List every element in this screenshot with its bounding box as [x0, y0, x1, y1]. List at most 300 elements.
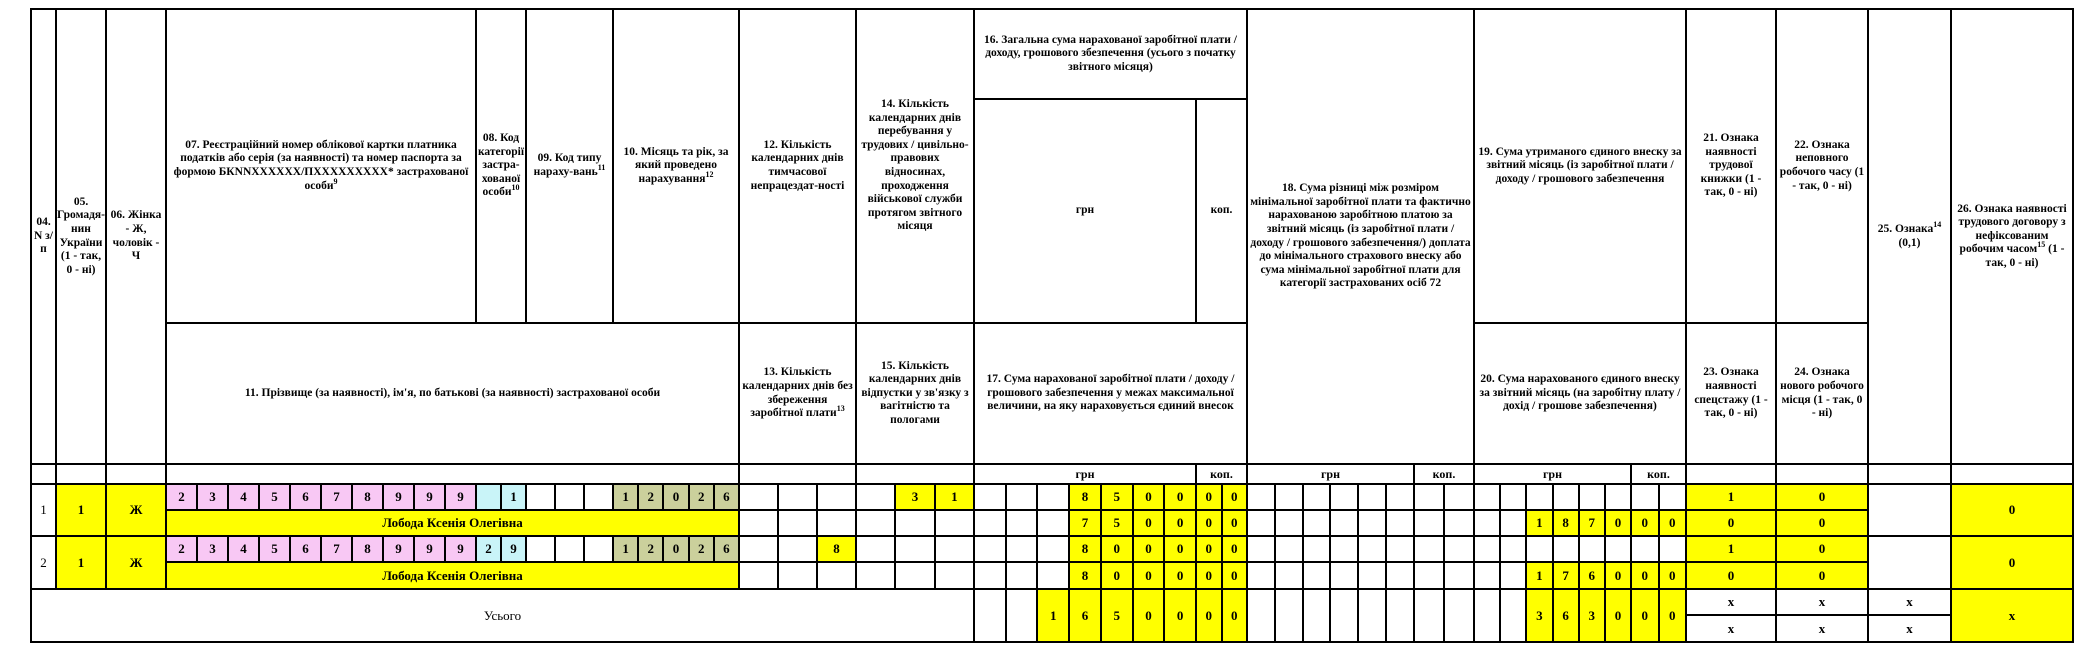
- digit-box: 9: [414, 536, 445, 562]
- digit-box: 0: [1196, 589, 1222, 642]
- digit-box: [476, 484, 501, 510]
- digit-box: [1006, 484, 1038, 510]
- digit-box: 0: [1164, 536, 1196, 562]
- units-spacer: [1776, 464, 1868, 484]
- header-col04: 04. N з/п: [31, 9, 56, 464]
- digit-box: 4: [228, 484, 259, 510]
- digit-box: [778, 536, 817, 562]
- digit-box: 8: [352, 484, 383, 510]
- digit-box: [1474, 484, 1500, 510]
- digit-box: 6: [714, 536, 739, 562]
- header-block-16-17: [974, 9, 1247, 464]
- digit-box: 7: [1553, 562, 1579, 589]
- digit-box: [1474, 562, 1500, 589]
- digit-box: [1386, 589, 1414, 642]
- non-fixed-hours-flag: 0: [1951, 536, 2073, 589]
- units-kop-16: коп.: [1196, 464, 1247, 484]
- header-col17: 17. Сума нарахованої заробітної плати / доходу / грошового забезпечення у межах максимальної величини, на яку нараховується єдиний внесок: [974, 323, 1247, 464]
- days-unpaid-boxes: [739, 510, 856, 536]
- diff-kop-boxes: [1414, 536, 1474, 562]
- header-col24: 24. Ознака нового робочого місця (1 - так, 0 - ні): [1776, 323, 1868, 464]
- digit-box: [1444, 589, 1474, 642]
- digit-box: 1: [501, 484, 526, 510]
- taxid-boxes: [166, 536, 476, 562]
- header-block-21-23: [1686, 9, 1776, 464]
- totals-esv-kop-boxes: [1631, 589, 1686, 642]
- digit-box: 0: [1222, 484, 1248, 510]
- table-row: [31, 484, 2073, 536]
- gender-flag: Ж: [106, 484, 166, 536]
- header-col07: 07. Реєстраційний номер облікової картки платника податків або серія (за наявності) та номер паспорта за формою БКNNХХХХХХ/ПХХХХХХХХХ* застрахованої особи$^9$: [166, 9, 476, 323]
- digit-box: 3: [197, 536, 228, 562]
- digit-box: [1358, 589, 1386, 642]
- digit-box: [1247, 589, 1275, 642]
- digit-box: 8: [1069, 536, 1101, 562]
- digit-box: [1247, 536, 1275, 562]
- table-row: [31, 536, 2073, 589]
- days-unpaid-boxes: [739, 562, 856, 589]
- header-col15: 15. Кількість календарних днів відпустки у зв'язку з вагітністю та пологами: [856, 323, 974, 464]
- units-spacer: [1686, 464, 1776, 484]
- digit-box: 0: [1101, 536, 1133, 562]
- capped-pay-kop-boxes: [1196, 510, 1247, 536]
- accrued-esv-kop-boxes: [1631, 510, 1686, 536]
- digit-box: 0: [1631, 589, 1659, 642]
- withheld-uah-boxes: [1474, 536, 1631, 562]
- total-pay-uah-boxes: [974, 484, 1196, 510]
- digit-box: [1526, 536, 1552, 562]
- digit-box: [935, 562, 974, 589]
- units-spacer: [31, 464, 56, 484]
- digit-box: [1659, 484, 1687, 510]
- digit-box: 9: [445, 484, 476, 510]
- days-employed-boxes: [856, 484, 974, 510]
- digit-box: [1659, 536, 1687, 562]
- header-col26: 26. Ознака наявності трудового договору з нефіксованим робочим часом$^{15}$ (1 - так, 0 - ні): [1951, 9, 2073, 464]
- digit-box: [1358, 562, 1386, 589]
- digit-box: [1414, 484, 1444, 510]
- diff-uah-boxes: [1247, 562, 1414, 589]
- digit-box: [1474, 510, 1500, 536]
- digit-box: [1500, 484, 1526, 510]
- digit-box: 5: [1101, 484, 1133, 510]
- digit-box: 5: [1101, 589, 1133, 642]
- digit-box: [555, 484, 584, 510]
- digit-box: [739, 536, 778, 562]
- digit-box: 0: [1133, 484, 1165, 510]
- digit-box: 0: [1133, 589, 1165, 642]
- header-col16-kop: коп.: [1196, 99, 1247, 323]
- withheld-kop-boxes: [1631, 536, 1686, 562]
- totals-pay-uah-boxes: [974, 589, 1196, 642]
- digit-box: 2: [166, 536, 197, 562]
- digit-box: [1579, 536, 1605, 562]
- digit-box: [1037, 562, 1069, 589]
- special-service-flag: 0: [1686, 562, 1776, 589]
- digit-box: [1444, 536, 1474, 562]
- digit-box: [1303, 510, 1331, 536]
- header-col13: 13. Кількість календарних днів без збереження заробітної плати$^{13}$: [739, 323, 856, 464]
- digit-box: 0: [1659, 562, 1687, 589]
- digit-box: 0: [1196, 536, 1222, 562]
- digit-box: 0: [1605, 589, 1631, 642]
- header-block-07-11: [166, 9, 739, 464]
- digit-box: 2: [689, 536, 714, 562]
- digit-box: [1330, 562, 1358, 589]
- digit-box: [1247, 562, 1275, 589]
- digit-box: [1006, 589, 1038, 642]
- digit-box: [739, 562, 778, 589]
- digit-box: 0: [1196, 562, 1222, 589]
- digit-box: [974, 589, 1006, 642]
- digit-box: [1474, 589, 1500, 642]
- digit-box: 5: [259, 536, 290, 562]
- totals-label: Усього: [31, 589, 974, 642]
- totals-row: [31, 589, 2073, 642]
- header-col25: 25. Ознака$^{14}$ (0,1): [1868, 9, 1951, 464]
- units-spacer: [1868, 464, 1951, 484]
- header-col22: 22. Ознака неповного робочого часу (1 - так, 0 - ні): [1776, 9, 1868, 323]
- row-number: 1: [31, 484, 56, 536]
- diff-uah-boxes: [1247, 510, 1414, 536]
- digit-box: 0: [1133, 562, 1165, 589]
- digit-box: [1474, 536, 1500, 562]
- digit-box: 6: [1069, 589, 1101, 642]
- digit-box: [817, 510, 856, 536]
- header-col14: 14. Кількість календарних днів перебування у трудових / цивільно-правових відносинах, проходження військової служби протягом звітного місяця: [856, 9, 974, 323]
- header-col12: 12. Кількість календарних днів тимчасової непрацездат-ності: [739, 9, 856, 323]
- flag-25: [1868, 536, 1951, 589]
- digit-box: 8: [1553, 510, 1579, 536]
- esv-report-table: [30, 8, 2074, 643]
- header-block-14-15: [856, 9, 974, 464]
- diff-kop-boxes: [1414, 510, 1474, 536]
- digit-box: 9: [445, 536, 476, 562]
- diff-kop-boxes: [1414, 484, 1474, 510]
- table-header: [31, 9, 2073, 464]
- digit-box: 0: [1196, 510, 1222, 536]
- digit-box: [1037, 536, 1069, 562]
- digit-box: 9: [383, 484, 414, 510]
- digit-box: [1500, 589, 1526, 642]
- digit-box: [1247, 484, 1275, 510]
- digit-box: [1500, 536, 1526, 562]
- digit-box: 0: [1196, 484, 1222, 510]
- units-uah-19: грн: [1474, 464, 1631, 484]
- digit-box: 0: [1605, 562, 1631, 589]
- digit-box: [526, 536, 555, 562]
- digit-box: 3: [1579, 589, 1605, 642]
- digit-box: [856, 510, 895, 536]
- digit-box: [1386, 510, 1414, 536]
- digit-box: 0: [1222, 510, 1248, 536]
- days-maternity-boxes: [856, 510, 974, 536]
- digit-box: [739, 484, 778, 510]
- digit-box: [974, 484, 1006, 510]
- digit-box: [1330, 484, 1358, 510]
- digit-box: [1330, 510, 1358, 536]
- digit-box: [1605, 536, 1631, 562]
- withheld-kop-boxes: [1631, 484, 1686, 510]
- header-col08: 08. Код категорії застра-хованої особи$^{10}$: [476, 9, 526, 323]
- digit-box: [1631, 536, 1659, 562]
- digit-box: [1605, 484, 1631, 510]
- totals-esv-uah-boxes: [1474, 589, 1631, 642]
- units-band: [31, 464, 2073, 484]
- digit-box: 8: [1069, 562, 1101, 589]
- digit-box: [1303, 589, 1331, 642]
- digit-box: [1358, 484, 1386, 510]
- digit-box: [584, 536, 613, 562]
- digit-box: 0: [1164, 484, 1196, 510]
- total-pay-uah-boxes: [974, 536, 1196, 562]
- digit-box: [1006, 536, 1038, 562]
- digit-box: [1414, 536, 1444, 562]
- header-col05: 05. Громадя-нин України (1 - так, 0 - ні): [56, 9, 106, 464]
- citizen-flag: 1: [56, 536, 106, 589]
- digit-box: 5: [259, 484, 290, 510]
- digit-box: 0: [1133, 536, 1165, 562]
- header-block-19-20: [1474, 9, 1686, 464]
- header-col16-uah: грн: [974, 99, 1196, 323]
- digit-box: [817, 484, 856, 510]
- digit-box: 0: [663, 484, 688, 510]
- digit-box: 6: [290, 536, 321, 562]
- units-uah-18: грн: [1247, 464, 1414, 484]
- units-spacer: [166, 464, 739, 484]
- digit-box: 8: [352, 536, 383, 562]
- digit-box: 0: [663, 536, 688, 562]
- digit-box: 7: [1069, 510, 1101, 536]
- category-boxes: [476, 484, 526, 510]
- digit-box: 2: [166, 484, 197, 510]
- digit-box: [1386, 562, 1414, 589]
- digit-box: [1247, 510, 1275, 536]
- digit-box: [778, 510, 817, 536]
- totals-x-25b: x: [1868, 615, 1951, 642]
- digit-box: 2: [638, 484, 663, 510]
- total-pay-kop-boxes: [1196, 536, 1247, 562]
- category-boxes: [476, 536, 526, 562]
- header-block-12-13: [739, 9, 856, 464]
- diff-uah-boxes: [1247, 536, 1414, 562]
- part-time-flag: 0: [1776, 536, 1868, 562]
- digit-box: 1: [1526, 562, 1552, 589]
- digit-box: [895, 510, 934, 536]
- digit-box: [974, 562, 1006, 589]
- digit-box: 0: [1133, 510, 1165, 536]
- digit-box: [778, 484, 817, 510]
- digit-box: 5: [1101, 510, 1133, 536]
- digit-box: [1526, 484, 1552, 510]
- digit-box: 8: [817, 536, 856, 562]
- gender-flag: Ж: [106, 536, 166, 589]
- capped-pay-kop-boxes: [1196, 562, 1247, 589]
- digit-box: [895, 562, 934, 589]
- digit-box: 9: [414, 484, 445, 510]
- totals-x-26: x: [1951, 589, 2073, 642]
- digit-box: [856, 562, 895, 589]
- digit-box: [1303, 484, 1331, 510]
- units-spacer: [739, 464, 856, 484]
- digit-box: 0: [1164, 589, 1196, 642]
- digit-box: [1631, 484, 1659, 510]
- days-maternity-boxes: [856, 562, 974, 589]
- header-col23: 23. Ознака наявності спецстажу (1 - так, 0 - ні): [1686, 323, 1776, 464]
- digit-box: [739, 510, 778, 536]
- digit-box: [1303, 562, 1331, 589]
- digit-box: 6: [290, 484, 321, 510]
- digit-box: [935, 510, 974, 536]
- digit-box: [1358, 510, 1386, 536]
- header-col11: 11. Прізвище (за наявності), ім'я, по батькові (за наявності) застрахованої особи: [166, 323, 739, 464]
- totals-x-25: x: [1868, 589, 1951, 615]
- labour-book-flag: 1: [1686, 484, 1776, 510]
- digit-box: 0: [1631, 562, 1659, 589]
- flag-25: [1868, 484, 1951, 536]
- new-workplace-flag: 0: [1776, 562, 1868, 589]
- digit-box: 0: [1101, 562, 1133, 589]
- accrued-esv-kop-boxes: [1631, 562, 1686, 589]
- digit-box: 1: [613, 484, 638, 510]
- digit-box: [1303, 536, 1331, 562]
- digit-box: [1275, 536, 1303, 562]
- units-spacer: [1951, 464, 2073, 484]
- digit-box: [1358, 536, 1386, 562]
- days-employed-boxes: [856, 536, 974, 562]
- person-name: Лобода Ксенія Олегівна: [166, 510, 739, 536]
- acc-type-boxes: [526, 484, 613, 510]
- new-workplace-flag: 0: [1776, 510, 1868, 536]
- capped-pay-uah-boxes: [974, 510, 1196, 536]
- digit-box: [1275, 589, 1303, 642]
- digit-box: [1444, 484, 1474, 510]
- diff-uah-boxes: [1247, 484, 1414, 510]
- digit-box: [1414, 510, 1444, 536]
- digit-box: [1553, 484, 1579, 510]
- digit-box: 6: [1553, 589, 1579, 642]
- digit-box: 1: [613, 536, 638, 562]
- digit-box: [1006, 510, 1038, 536]
- units-spacer: [56, 464, 106, 484]
- units-kop-18: коп.: [1414, 464, 1474, 484]
- person-name: Лобода Ксенія Олегівна: [166, 562, 739, 589]
- digit-box: [1500, 562, 1526, 589]
- digit-box: 9: [383, 536, 414, 562]
- digit-box: 3: [1526, 589, 1552, 642]
- digit-box: [856, 536, 895, 562]
- accrued-esv-uah-boxes: [1474, 510, 1631, 536]
- digit-box: 1: [1526, 510, 1552, 536]
- digit-box: [856, 484, 895, 510]
- header-col06: 06. Жінка - Ж, чоловік - Ч: [106, 9, 166, 464]
- days-disability-boxes: [739, 484, 856, 510]
- digit-box: 7: [1579, 510, 1605, 536]
- units-spacer: [856, 464, 974, 484]
- digit-box: 3: [197, 484, 228, 510]
- digit-box: [1386, 484, 1414, 510]
- digit-box: [935, 536, 974, 562]
- total-pay-kop-boxes: [1196, 484, 1247, 510]
- capped-pay-uah-boxes: [974, 562, 1196, 589]
- row-number: 2: [31, 536, 56, 589]
- header-col20: 20. Сума нарахованого єдиного внеску за звітний місяць (на заробітну плату / дохід / грошове забезпечення): [1474, 323, 1686, 464]
- accrued-esv-uah-boxes: [1474, 562, 1631, 589]
- digit-box: [1579, 484, 1605, 510]
- period-boxes: [613, 536, 739, 562]
- acc-type-boxes: [526, 536, 613, 562]
- days-disability-boxes: [739, 536, 856, 562]
- header-block-22-24: [1776, 9, 1868, 464]
- labour-book-flag: 1: [1686, 536, 1776, 562]
- units-kop-19: коп.: [1631, 464, 1686, 484]
- totals-x-23: x: [1686, 615, 1776, 642]
- digit-box: [555, 536, 584, 562]
- digit-box: [526, 484, 555, 510]
- digit-box: 0: [1659, 510, 1687, 536]
- header-col18: 18. Сума різниці між розміром мінімальної заробітної плати та фактично нарахованою заробітною платою за звітний місяць (із заробітної плати / доходу / грошового забезпечення/) доплата до мінімального страхового внеску або сума мінімальної заробітної плати для категорії застрахованих осіб 72: [1247, 9, 1474, 464]
- digit-box: [817, 562, 856, 589]
- digit-box: 0: [1659, 589, 1687, 642]
- digit-box: [584, 484, 613, 510]
- header-col09: 09. Код типу нараху-вань$^{11}$: [526, 9, 613, 323]
- digit-box: [1444, 562, 1474, 589]
- digit-box: 0: [1222, 562, 1248, 589]
- digit-box: 9: [501, 536, 526, 562]
- digit-box: 2: [476, 536, 501, 562]
- digit-box: [1386, 536, 1414, 562]
- digit-box: 7: [321, 484, 352, 510]
- digit-box: 2: [638, 536, 663, 562]
- digit-box: [1414, 589, 1444, 642]
- header-col19: 19. Сума утриманого єдиного внеску за звітний місяць (із заробітної плати / доходу / грошового забезпечення: [1474, 9, 1686, 323]
- totals-x-22: x: [1776, 589, 1868, 615]
- digit-box: 0: [1605, 510, 1631, 536]
- totals-x-21: x: [1686, 589, 1776, 615]
- diff-kop-boxes: [1414, 562, 1474, 589]
- digit-box: [1330, 589, 1358, 642]
- digit-box: 4: [228, 536, 259, 562]
- digit-box: [1275, 484, 1303, 510]
- digit-box: [1275, 510, 1303, 536]
- digit-box: [895, 536, 934, 562]
- header-col21: 21. Ознака наявності трудової книжки (1 - так, 0 - ні): [1686, 9, 1776, 323]
- special-service-flag: 0: [1686, 510, 1776, 536]
- header-col16: 16. Загальна сума нарахованої заробітної плати / доходу, грошового збезпечення (усього з початку звітного місяця): [974, 9, 1247, 99]
- digit-box: 1: [935, 484, 974, 510]
- digit-box: 0: [1222, 536, 1248, 562]
- period-boxes: [613, 484, 739, 510]
- digit-box: [1037, 510, 1069, 536]
- digit-box: 6: [1579, 562, 1605, 589]
- digit-box: 3: [895, 484, 934, 510]
- digit-box: [1330, 536, 1358, 562]
- totals-x-24: x: [1776, 615, 1868, 642]
- units-spacer: [106, 464, 166, 484]
- header-col10: 10. Місяць та рік, за який проведено нарахування$^{12}$: [613, 9, 739, 323]
- totals-diff-uah-boxes: [1247, 589, 1414, 642]
- digit-box: [1037, 484, 1069, 510]
- withheld-uah-boxes: [1474, 484, 1631, 510]
- digit-box: [1414, 562, 1444, 589]
- units-uah-16: грн: [974, 464, 1196, 484]
- digit-box: [974, 510, 1006, 536]
- non-fixed-hours-flag: 0: [1951, 484, 2073, 536]
- digit-box: [974, 536, 1006, 562]
- totals-pay-kop-boxes: [1196, 589, 1247, 642]
- digit-box: 8: [1069, 484, 1101, 510]
- citizen-flag: 1: [56, 484, 106, 536]
